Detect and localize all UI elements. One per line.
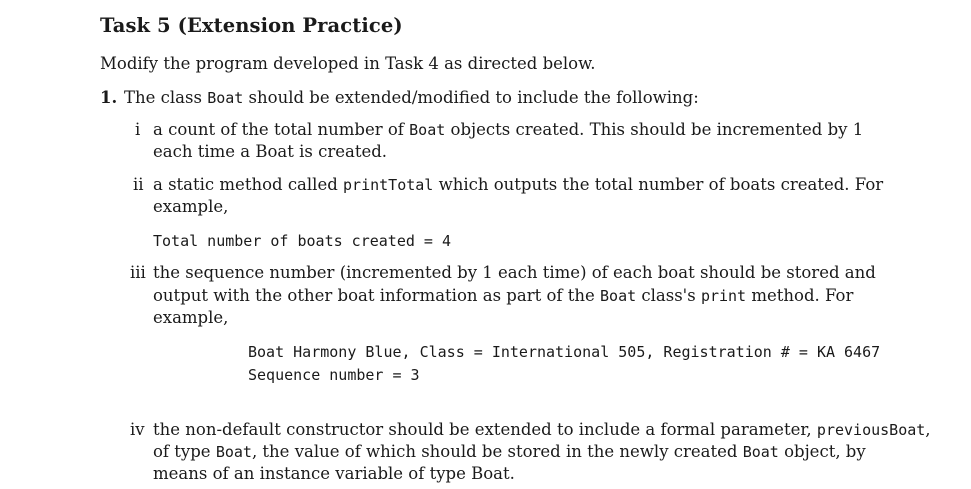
question-text-a: The class [124,88,208,107]
item-iii-line3: example, [153,308,229,327]
item-ii-label: ii [133,175,144,194]
item-ii-line1-b: which outputs the total number of boats created. For [433,175,884,194]
item-iv-code-previousboat: previousBoat [816,421,926,439]
item-iv-line3: means of an instance variable of type Boat. [153,464,515,483]
task-heading: Task 5 (Extension Practice) [100,14,403,37]
question-number: 1. [100,88,118,107]
item-iv-line1-a: the non-default constructor should be extended to include a formal parameter, [153,420,817,439]
question-text-b: should be extended/modified to include the following: [243,88,699,107]
item-iii-line2 [153,285,853,307]
item-i-line1 [153,119,863,141]
item-iii-line2-b: class's [636,286,701,305]
item-ii-code: printTotal [343,176,434,194]
intro-paragraph: Modify the program developed in Task 4 as directed below. [100,54,596,73]
item-iii-line1: the sequence number (incremented by 1 each time) of each boat should be stored and [153,263,876,282]
item-i-code: Boat [409,121,446,139]
item-i-line1-a: a count of the total number of [153,120,410,139]
item-i-line2: each time a Boat is created. [153,142,388,161]
item-iv-code-boat-type: Boat [215,443,252,461]
item-iii-line2-c: method. For [746,286,854,305]
item-ii-line1 [153,174,883,196]
item-iv-label: iv [130,420,145,439]
item-iii-code-example-2: Sequence number = 3 [248,366,420,384]
item-iv-line2-b: , the value of which should be stored in the newly created [251,442,743,461]
item-iv-code-boat-object: Boat [742,443,779,461]
item-iv-line2 [153,441,866,463]
item-iv-line1-b: , [925,420,931,439]
item-iii-code-print: print [700,287,747,305]
item-iii-code-example-1: Boat Harmony Blue, Class = International 505, Registration # = KA 6467 [248,343,881,361]
item-iii-code-boat: Boat [600,287,637,305]
item-iii-label: iii [130,263,146,282]
item-ii-line2: example, [153,197,229,216]
item-ii-code-example: Total number of boats created = 4 [153,232,452,250]
question-code-boat: Boat [207,89,244,107]
item-iv-line1 [153,419,931,441]
question-text [124,88,699,107]
item-iv-line2-a: of type [153,442,216,461]
item-iv-line2-c: object, by [778,442,866,461]
item-i-label: i [135,120,141,139]
item-i-line1-b: objects created. This should be incremented by 1 [445,120,864,139]
item-ii-line1-a: a static method called [153,175,344,194]
item-iii-line2-a: output with the other boat information as part of the [153,286,601,305]
